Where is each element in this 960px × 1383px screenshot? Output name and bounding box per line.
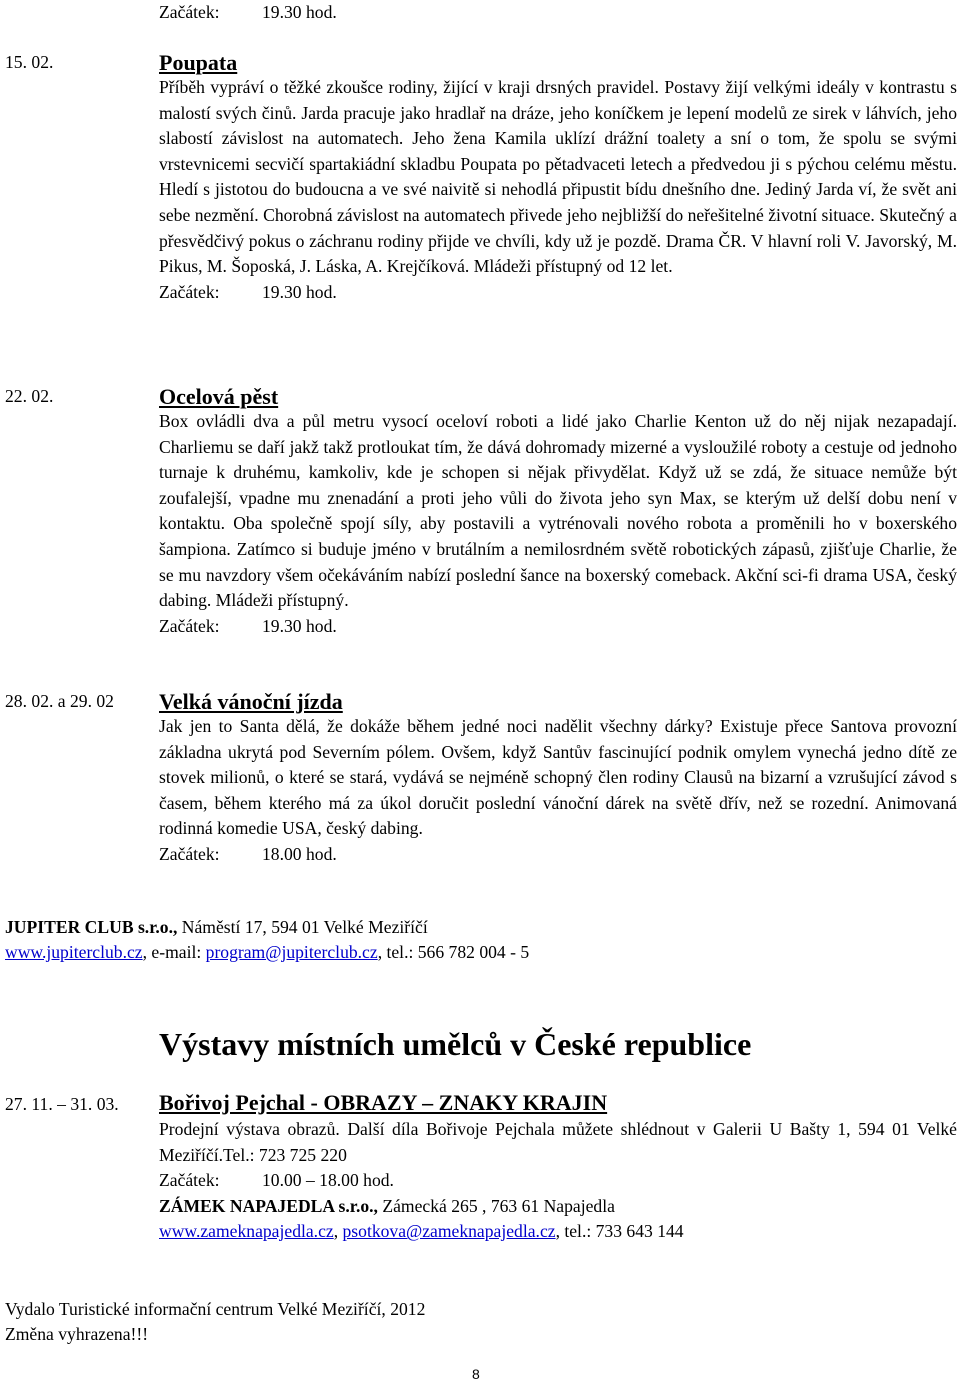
event-date: 28. 02. a 29. 02 [5,691,114,711]
exhibition-email-link[interactable]: psotkova@zameknapajedla.cz [342,1221,556,1242]
footer-note: Změna vyhrazena!!! [5,1324,149,1344]
event-text: Box ovládli dva a půl metru vysocí oceloví roboti a lidé jako Charlie Kenton už do něj nijak nezapadají. Charliemu se daří jakž takž protloukat tím, že dává dohromady mizerné a vysloužilé roboty a cestuje od jednoho turnaje k druhému, kamkoliv, kde je schopen si nějak přivydělat. Když už se zdá, že situace nemůže být zoufalejší, vpadne mu znenadání a proti jeho vůli do života jeho syn Max, se kterým už delší dobu není v kontaktu. Oba společně spojí síly, aby postavili a vytrénovali nového robota a proměnili ho v boxerského šampiona. Zatímco si buduje jméno v brutálním a nemilosrdném světě robotických zápasů, zjišťuje Charlie, že se mu navzdory všem očekáváním nabízí poslední šance na boxerský comeback. Akční sci-fi drama USA, český dabing. Mládeži přístupný. [159,411,957,611]
start-time: 10.00 – 18.00 hod. [262,1170,394,1191]
email-label: , e-mail: [142,942,206,962]
start-time: 19.30 hod. [262,281,337,302]
event-title: Poupata [159,50,238,75]
jupiter-email-link[interactable]: program@jupiterclub.cz [205,942,378,962]
event-start [159,614,957,640]
org-name: ZÁMEK NAPAJEDLA s.r.o., [159,1195,378,1216]
start-time: 18.00 hod. [262,843,337,864]
start-label: Začátek: [159,615,220,636]
event-text: Jak jen to Santa dělá, že dokáže během jedné noci nadělit všechny dárky? Existuje přece Santova provozní základna ukrytá pod Severním pólem. Ovšem, když Santův fascinující podnik omylem vynechá jedno dítě ze stovek milionů, o které se stará, vydává se nejméně schopný člen rodiny Clausů na bizarní a vzrušující závod s časem, během kterého má za úkol doručit poslední vánoční dárek na světě dřív, než se rozední. Animovaná rodinná komedie USA, český dabing. [159,716,957,839]
event-title: Ocelová pěst [159,384,279,409]
start-label: Začátek: [159,843,220,864]
start-label: Začátek: [159,1170,220,1191]
exhibition-tel: , tel.: 733 643 144 [555,1221,684,1242]
exhibition-description [159,1117,957,1245]
event-date: 15. 02. [5,52,54,72]
footer-publisher: Vydalo Turistické informační centrum Velké Meziříčí, 2012 [5,1299,426,1319]
event-text: Příběh vypráví o těžké zkoušce rodiny, žijící v kraji drsných pravidel. Postavy žijí velkými ideály v kontrastu s malostí svých činů. Jarda pracuje jako hradlař na dráze, jeho koníčkem je lepení modelů ze sirek v láhvích, jeho slabostí závislost na automatech. Jeho žena Kamila uklízí drážní toalety a sní o tom, že spolu se svými vrstevnicemi secvičí spartakiádní skladbu Poupata po pětadvaceti letech a předvedou ji s pýchou celému městu. Hledí s jistotou do budoucna a ve své naivitě si nehodlá připustit bídu dnešního dne. Jediný Jarda ví, že svět ani sebe nezmění. Chorobná závislost na automatech přivede jeho nejbližší do neřešitelné životní situace. Skutečný a přesvědčivý pokus o záchranu rodiny přijde ve chvíli, kdy už je pozdě. Drama ČR. V hlavní roli V. Javorský, M. Pikus, M. Šoposká, J. Láska, A. Krejčíková. Mládeži přístupný od 12 let. [159,77,957,277]
jupiter-contact-line [5,940,529,966]
event-date: 22. 02. [5,386,54,406]
event-description [159,409,957,639]
separator: , [333,1221,343,1242]
jupiter-web-link[interactable]: www.jupiterclub.cz [5,942,143,962]
event-description [159,714,957,868]
top-start-line [159,0,337,26]
start-label: Začátek: [159,281,220,302]
event-description [159,75,957,305]
exhibition-text: Prodejní výstava obrazů. Další díla Bořivoje Pejchala můžete shlédnout v Galerii U Bašty 1, 594 01 Velké Meziříčí.Tel.: 723 725 220 [159,1119,957,1165]
event-title: Velká vánoční jízda [159,689,343,714]
jupiter-tel: , tel.: 566 782 004 - 5 [377,942,530,962]
org-address: Zámecká 265 , 763 61 Napajedla [377,1195,615,1216]
section-heading: Výstavy místních umělců v České republice [159,1026,752,1062]
start-time: 19.30 hod. [262,615,337,636]
page-number: 8 [472,1366,480,1382]
exhibition-contact [159,1219,957,1245]
jupiter-name: JUPITER CLUB s.r.o., [5,917,178,937]
jupiter-address-line [5,915,428,941]
exhibition-org [159,1194,957,1220]
jupiter-address: Náměstí 17, 594 01 Velké Meziříčí [177,917,428,937]
exhibition-date: 27. 11. – 31. 03. [5,1094,119,1114]
exhibition-web-link[interactable]: www.zameknapajedla.cz [159,1221,334,1242]
exhibition-start [159,1168,957,1194]
event-start [159,280,957,306]
event-start [159,842,957,868]
start-time: 19.30 hod. [262,2,337,22]
exhibition-title: Bořivoj Pejchal - OBRAZY – ZNAKY KRAJIN [159,1090,608,1115]
start-label: Začátek: [159,2,220,22]
